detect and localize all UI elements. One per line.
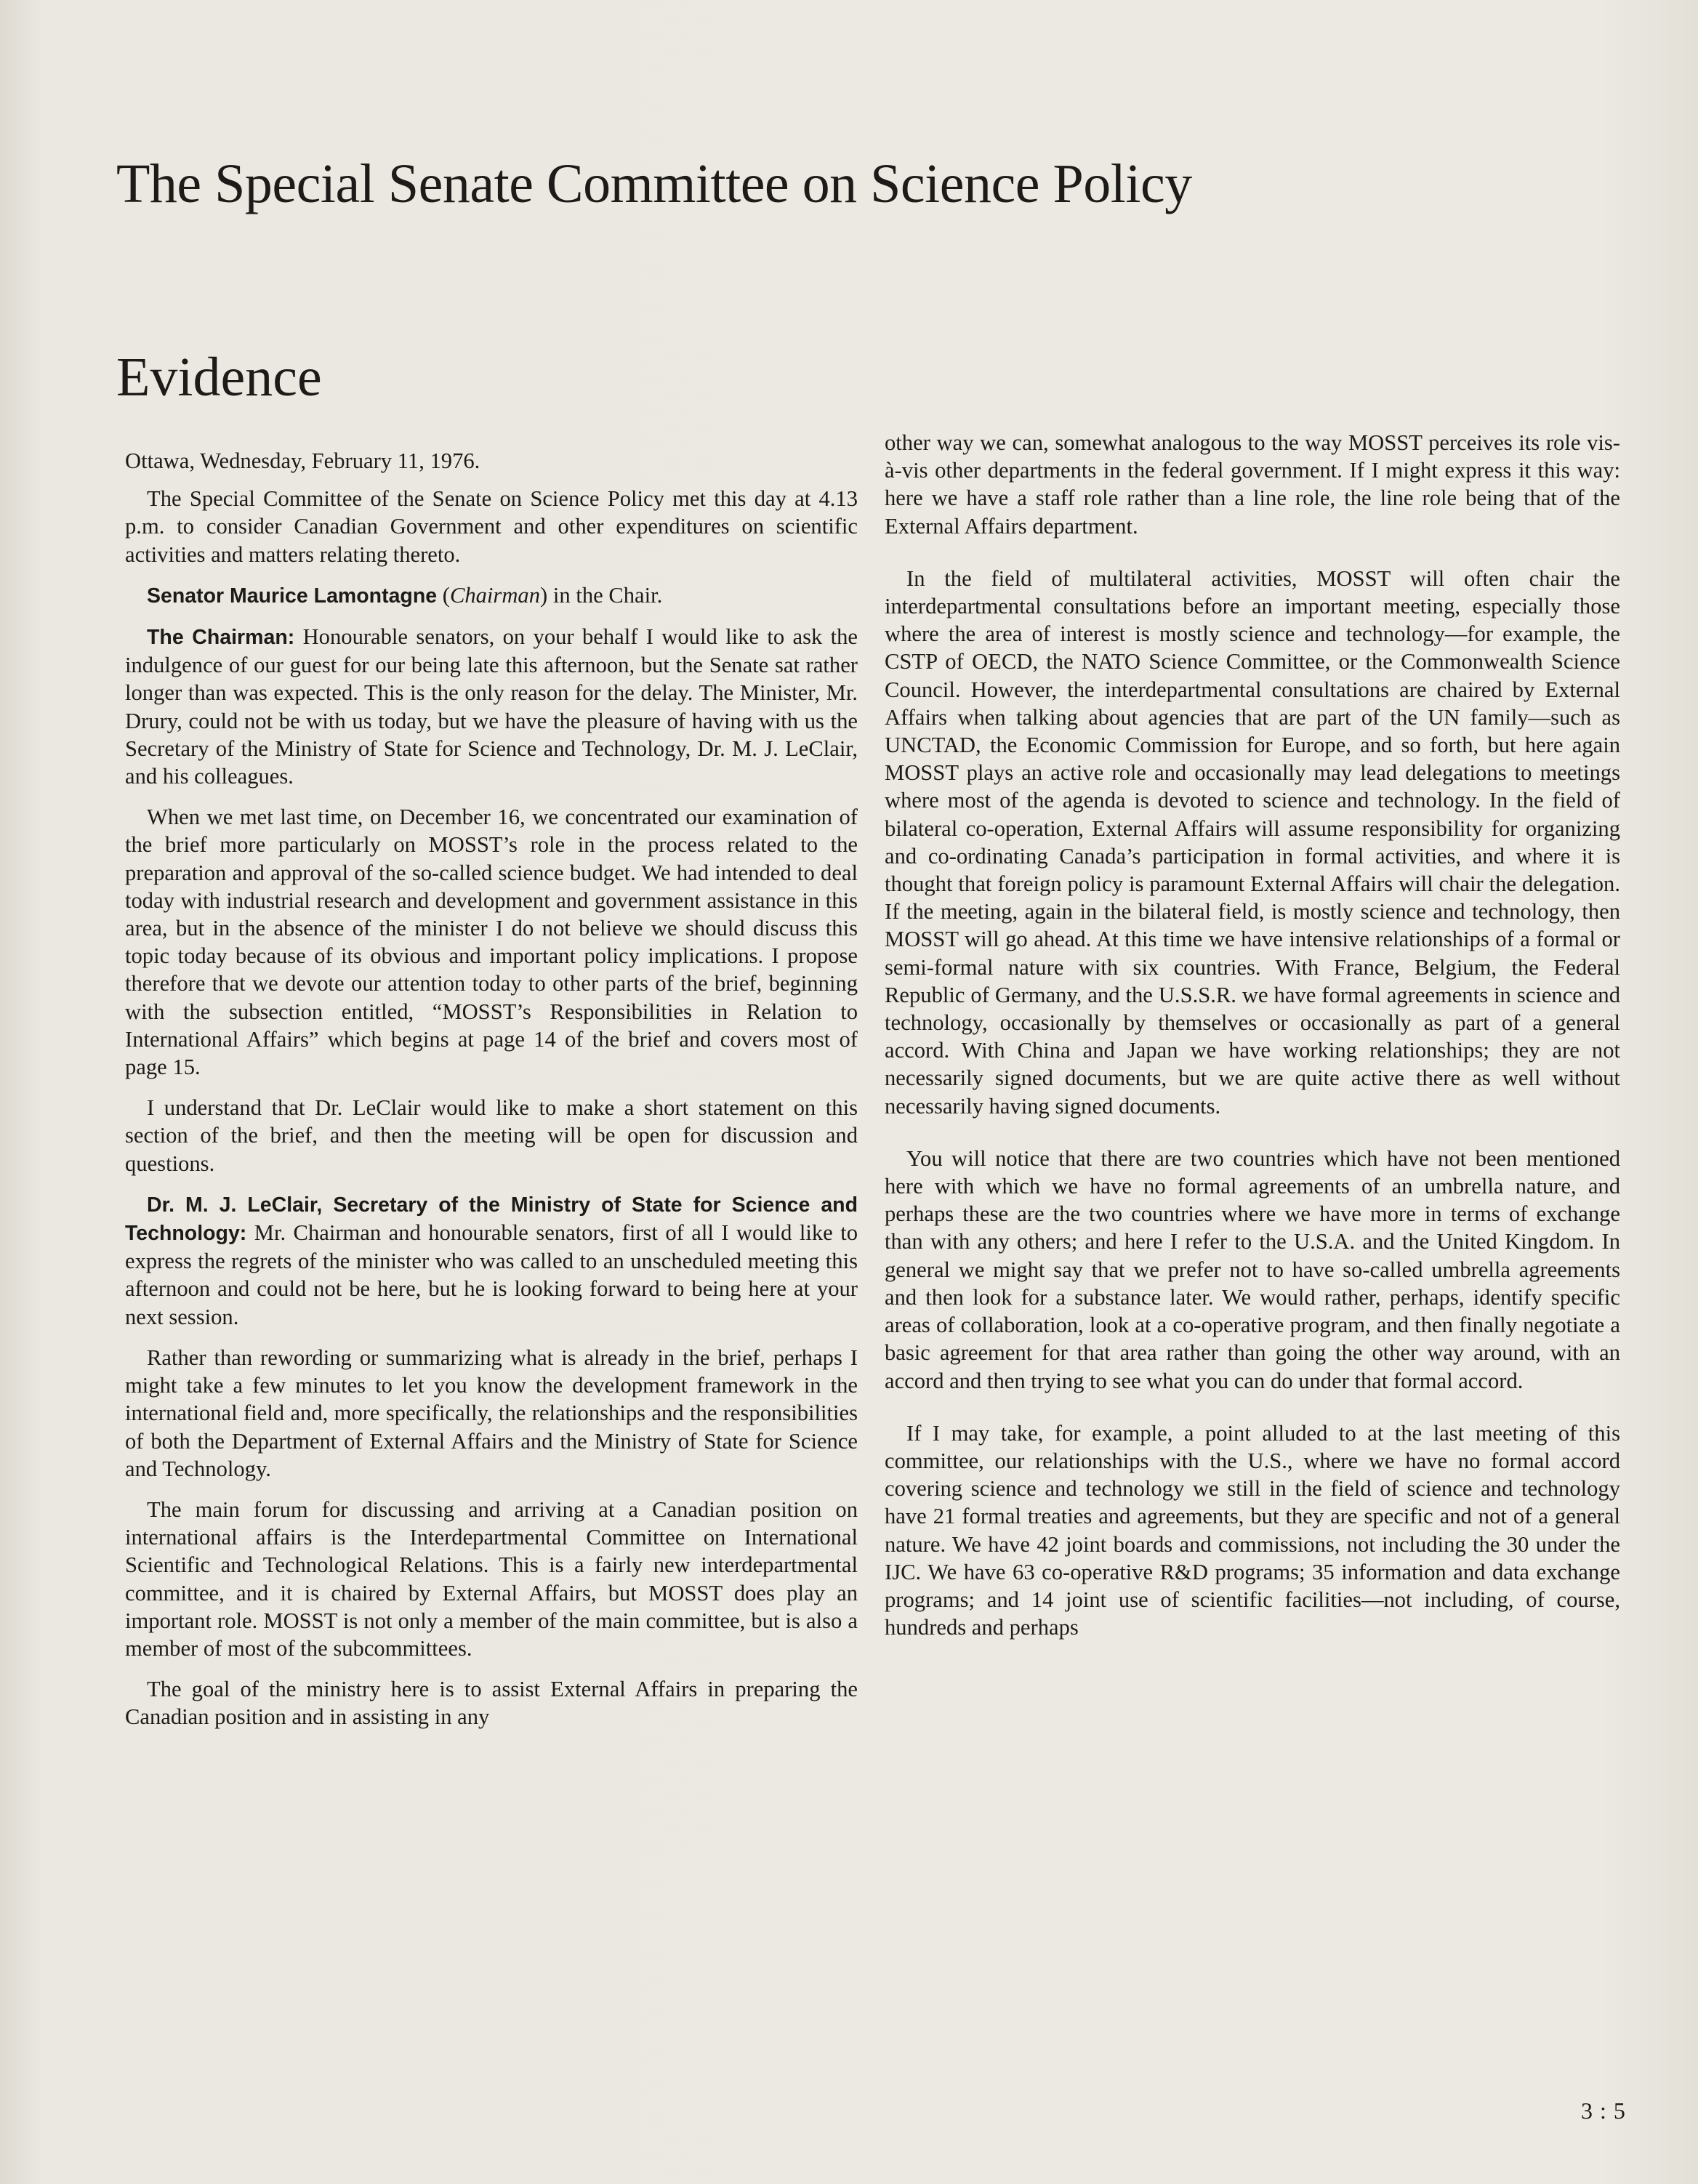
paragraph: other way we can, somewhat analogous to the way MOSST perceives its role vis-à-vis other departments in the federal government. If I might express it this way: here we have a staff role rather than a line role, the line role being that of the External Affairs department. (885, 430, 1620, 539)
paragraph: If I may take, for example, a point alluded to at the last meeting of this committee, our relationships with the U.S., where we have no formal accord covering science and technology we still in the field of science and technology have 21 formal treaties and agreements, but they are specific and not of a general nature. We have 42 joint boards and commissions, not including the 30 under the IJC. We have 63 co-operative R&D programs; 35 information and data exchange programs; and 14 joint use of scientific facilities—not including, of course, hundreds and perhaps (885, 1420, 1620, 1640)
paragraph (125, 623, 858, 790)
paragraph: I understand that Dr. LeClair would like to make a short statement on this section of the brief, and then the meeting will be open for discussion and questions. (125, 1095, 858, 1176)
paragraph: The Special Committee of the Senate on Science Policy met this day at 4.13 p.m. to consider Canadian Government and other expenditures on scientific activities and matters relating thereto. (125, 486, 858, 567)
speaker-name: Senator Maurice Lamontagne (147, 584, 438, 608)
speaker-role: Chairman (449, 582, 541, 608)
paragraph: In the field of multilateral activities, MOSST will often chair the interdepartmental consultations before an important meeting, especially those where the area of interest is mostly science and technology—for example, the CSTP of OECD, the NATO Science Committee, or the Commonwealth Science Council. However, the interdepartmental consultations are chaired by External Affairs when talking about agencies that are part of the UN family—such as UNCTAD, the Economic Commission for Europe, and so forth, but here again MOSST plays an active role and occasionally may lead delegations to meetings where most of the agenda is devoted to science and technology. In the field of bilateral co-operation, External Affairs will assume responsibility for organizing and co-ordinating Canada’s participation in formal activities, and where it is thought that foreign policy is paramount External Affairs will chair the delegation. If the meeting, again in the bilateral field, is mostly science and technology, then MOSST will go ahead. At this time we have intensive relationships of a formal or semi-formal nature with six countries. With France, Belgium, the Federal Republic of Germany, and the U.S.S.R. we have formal agreements in science and technology, occasionally by themselves or occasionally as part of a general accord. With China and Japan we have working relationships; they are not necessarily signed documents, but we are quite active there as well without necessarily having signed documents. (885, 565, 1620, 1119)
dateline: Ottawa, Wednesday, February 11, 1976. (125, 448, 480, 473)
chair-line: Senator Maurice Lamontagne (Chairman) in the Chair. (147, 582, 663, 608)
paragraph: When we met last time, on December 16, we concentrated our examination of the brief more particularly on MOSST’s role in the process related to the preparation and approval of the so-called science budget. We had intended to deal today with industrial research and development and government assistance in this area, but in the absence of the minister I do not believe we should discuss this topic today because of its obvious and important policy implications. I propose therefore that we devote our attention today to other parts of the brief, beginning with the subsection entitled, “MOSST’s Responsibilities in Relation to International Affairs” which begins at page 14 of the brief and covers most of page 15. (125, 805, 858, 1080)
section-heading: Evidence (116, 347, 322, 408)
paragraph: The main forum for discussing and arriving at a Canadian position on international affairs is the Interdepartmental Committee on International Scientific and Technological Relations. This is a fairly new interdepartmental committee, and it is chaired by External Affairs, but MOSST does play an important role. MOSST is not only a member of the main committee, but is also a member of most of the subcommittees. (125, 1496, 858, 1661)
speaker-label: Dr. M. J. LeClair, Secretary of the Ministry of State for Science and Technology: (125, 1193, 858, 1246)
paragraph: The goal of the ministry here is to assist External Affairs in preparing the Canadian position and in assisting in any (125, 1677, 858, 1730)
chair-suffix: in the Chair. (547, 582, 663, 608)
paragraph-text: Mr. Chairman and honourable senators, first of all I would like to express the regrets of the minister who was called to an unscheduled meeting this afternoon and could not be here, but he is looking forward to being here at your next session. (125, 1220, 858, 1329)
left-column (125, 447, 858, 1744)
paragraph (125, 1190, 858, 1331)
right-column (885, 429, 1620, 1654)
paragraph-text: Honourable senators, on your behalf I would like to ask the indulgence of our guest for our being late this afternoon, but the Senate sat rather longer than was expected. This is the only reason for the delay. The Minister, Mr. Drury, could not be with us today, but we have the pleasure of having with us the Secretary of the Ministry of State for Science and Technology, Dr. M. J. LeClair, and his colleagues. (125, 624, 858, 789)
speaker-label: The Chairman: (147, 626, 295, 650)
paragraph: You will notice that there are two countries which have not been mentioned here with which we have no formal agreements of an umbrella nature, and perhaps these are the two countries where we have more in terms of exchange than with any others; and here I refer to the U.S.A. and the United Kingdom. In general we might say that we prefer not to have so-called umbrella agreements and then look for a substance later. We would rather, perhaps, identify specific areas of collaboration, look at a co-operative program, and then finally negotiate a basic agreement for that area rather than going the other way around, with an accord and then trying to see what you can do under that formal accord. (885, 1145, 1620, 1393)
page-title: The Special Senate Committee on Science Policy (116, 153, 1192, 214)
paragraph: Rather than rewording or summarizing what is already in the brief, perhaps I might take a few minutes to let you know the development framework in the international field and, more specifically, the relationships and the responsibilities of both the Department of External Affairs and the Ministry of State for Science and Technology. (125, 1345, 858, 1481)
page-number: 3 : 5 (1581, 2098, 1626, 2124)
